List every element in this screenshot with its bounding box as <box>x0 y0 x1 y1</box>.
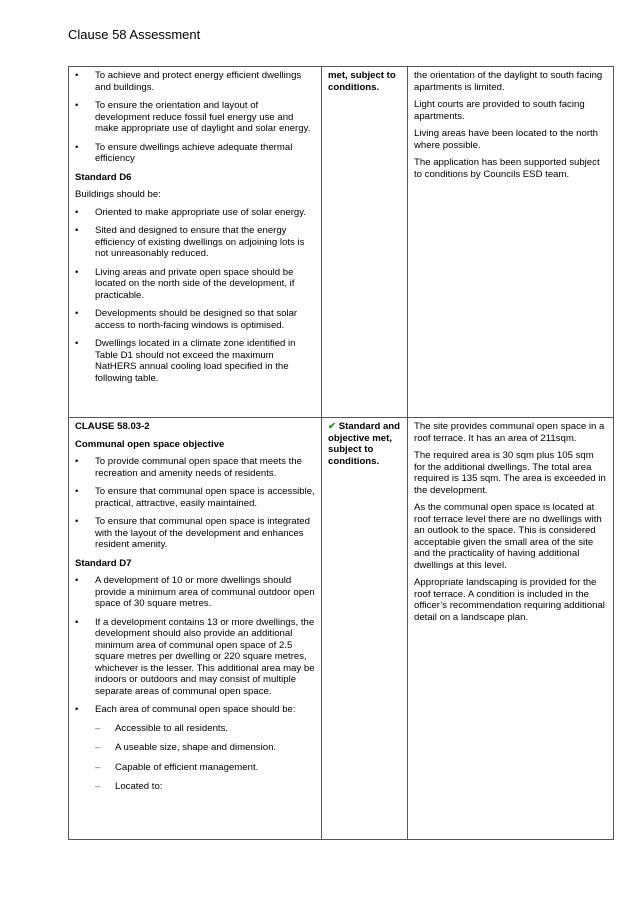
sub-list-item: – Accessible to all residents. <box>95 723 315 735</box>
standard-heading: Standard D6 <box>75 171 132 183</box>
status-label: Standard and objective met, subject to conditions. <box>328 421 401 467</box>
objective-list <box>75 70 315 165</box>
list-item: • Sited and designed to ensure that the energy efficiency of existing dwellings on adjoining lots is not unreasonably reduced. <box>75 225 315 260</box>
status-text <box>328 421 401 467</box>
table-row <box>69 418 614 840</box>
list-item: • Living areas and private open space should be located on the north side of the development, if practicable. <box>75 267 315 302</box>
list-item: • Oriented to make appropriate use of solar energy. <box>75 207 315 219</box>
list-item: • Each area of communal open space should be: <box>75 704 315 716</box>
sub-list-item: – Capable of efficient management. <box>95 762 315 774</box>
status-cell <box>322 418 408 840</box>
list-item: • To ensure the orientation and layout of development reduce fossil fuel energy use and make appropriate use of daylight and solar energy. <box>75 100 315 135</box>
objective-heading: Communal open space objective <box>75 438 225 450</box>
comment-paragraph: The required area is 30 sqm plus 105 sqm for the additional dwellings. The total area required is 135 sqm. The area is exceeded in the development. <box>414 450 606 496</box>
standard-intro: Buildings should be: <box>75 189 161 200</box>
table-row <box>69 67 614 418</box>
comment-paragraph: As the communal open space is located at roof terrace level there are no dwellings with an outlook to the space. This is considered acceptable given the small area of the site and the practicality of having additional dwellings at this level. <box>414 502 602 571</box>
requirement-cell <box>69 418 322 840</box>
status-cell <box>322 67 408 418</box>
requirement-cell <box>69 67 322 418</box>
list-item: • Dwellings located in a climate zone identified in Table D1 should not exceed the maximum NatHERS annual cooling load specified in the following table. <box>75 338 315 384</box>
objective-list <box>75 456 315 551</box>
list-item: • To achieve and protect energy efficient dwellings and buildings. <box>75 70 315 93</box>
page-title: Clause 58 Assessment <box>68 27 201 42</box>
standard-list <box>75 575 315 716</box>
sub-list-item: – Located to: <box>95 781 315 793</box>
list-item: • To provide communal open space that meets the recreation and amenity needs of residents. <box>75 456 315 479</box>
list-item: • Developments should be designed so that solar access to north-facing windows is optimised. <box>75 308 315 331</box>
sub-list-item: – A useable size, shape and dimension. <box>95 742 315 754</box>
comment-paragraph: Living areas have been located to the north where possible. <box>414 128 599 151</box>
comment-paragraph: The application has been supported subject to conditions by Councils ESD team. <box>414 157 600 180</box>
list-item: • To ensure that communal open space is integrated with the layout of the development and enhances resident amenity. <box>75 516 315 551</box>
assessment-table <box>68 66 614 840</box>
list-item: • To ensure dwellings achieve adequate thermal efficiency <box>75 142 315 165</box>
comment-paragraph: Appropriate landscaping is provided for the roof terrace. A condition is included in the officer’s recommendation requiring additional detail on a landscape plan. <box>414 577 605 623</box>
comment-paragraph: Light courts are provided to south facing apartments. <box>414 99 585 122</box>
comment-paragraph: the orientation of the daylight to south facing apartments is limited. <box>414 70 603 93</box>
status-text: met, subject to conditions. <box>328 70 396 93</box>
comment-cell <box>408 418 614 840</box>
list-item: • To ensure that communal open space is accessible, practical, attractive, easily maintained. <box>75 486 315 509</box>
comment-cell <box>408 67 614 418</box>
comment-paragraph: The site provides communal open space in a roof terrace. It has an area of 211sqm. <box>414 421 605 444</box>
list-item: • If a development contains 13 or more dwellings, the development should also provide an additional minimum area of communal open space of 2.5 square metres per dwelling or 220 square metres, whichever is the lesser. This additional area may be indoors or outdoors and may consist of multiple separate areas of communal open space. <box>75 617 315 698</box>
standard-list <box>75 207 315 385</box>
list-item: • A development of 10 or more dwellings should provide a minimum area of communal outdoor open space of 30 square metres. <box>75 575 315 610</box>
standard-heading: Standard D7 <box>75 557 132 569</box>
checkmark-icon: ✔ <box>328 421 337 432</box>
sub-list <box>75 723 315 793</box>
clause-heading: CLAUSE 58.03-2 <box>75 421 150 432</box>
